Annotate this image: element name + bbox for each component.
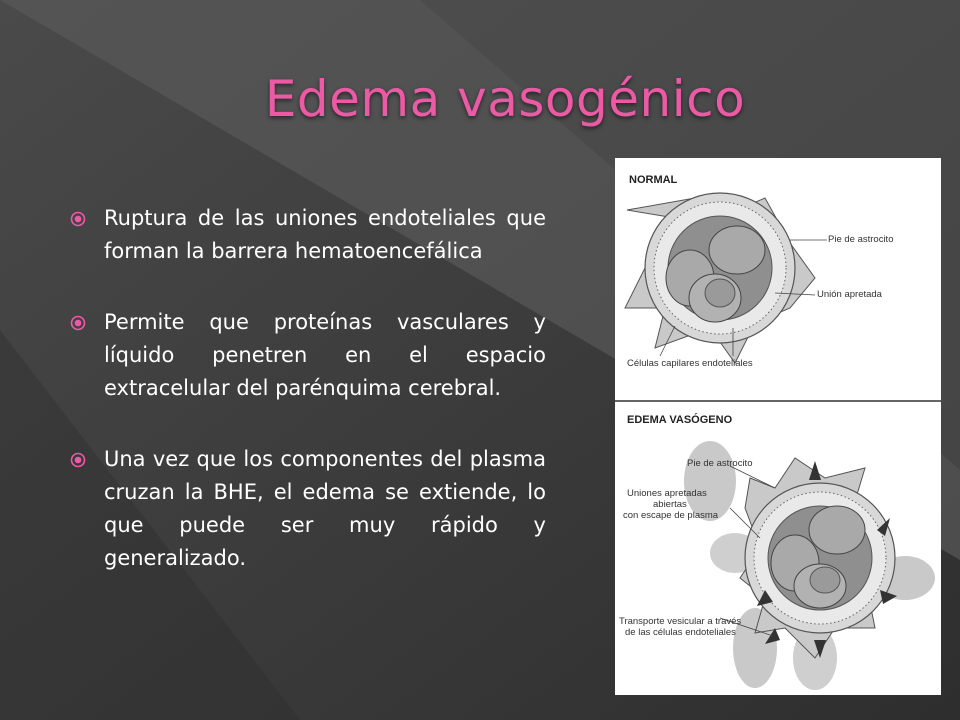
edema-label-transport-1: Transporte vesicular a través — [619, 616, 742, 627]
bullet-list — [70, 202, 546, 613]
bullet-text: Ruptura de las uniones endoteliales que forman la barrera hematoencefálica — [104, 206, 546, 263]
capillary-diagram — [615, 158, 941, 695]
bullet-marker-icon — [70, 315, 86, 331]
bullet-marker-icon — [70, 452, 86, 468]
normal-label-astrocyte-foot: Pie de astrocito — [828, 234, 894, 245]
edema-label-open-junctions-2: abiertas — [653, 499, 687, 510]
edema-capillary — [684, 441, 935, 690]
bullet-text: Permite que proteínas vasculares y líquido penetren en el espacio extracelular del parénquima cerebral. — [104, 310, 546, 400]
bullet-item — [70, 443, 546, 575]
edema-label-open-junctions-3: con escape de plasma — [623, 510, 719, 521]
bullet-marker-icon — [70, 211, 86, 227]
bullet-text: Una vez que los componentes del plasma cruzan la BHE, el edema se extiende, lo que puede ser muy rápido y generalizado. — [104, 447, 546, 570]
normal-heading: NORMAL — [629, 174, 678, 186]
edema-label-astrocyte-foot: Pie de astrocito — [687, 458, 753, 469]
normal-label-tight-junction: Unión apretada — [817, 289, 882, 300]
edema-heading: EDEMA VASÓGENO — [627, 414, 733, 426]
slide-title: Edema vasogénico — [264, 70, 746, 128]
normal-label-endothelial-cells: Células capilares endoteliales — [627, 358, 753, 369]
bullet-item — [70, 306, 546, 405]
normal-capillary — [625, 193, 827, 363]
edema-label-transport-2: de las células endoteliales — [625, 627, 736, 638]
edema-label-open-junctions-1: Uniones apretadas — [627, 488, 707, 499]
bullet-item — [70, 202, 546, 268]
